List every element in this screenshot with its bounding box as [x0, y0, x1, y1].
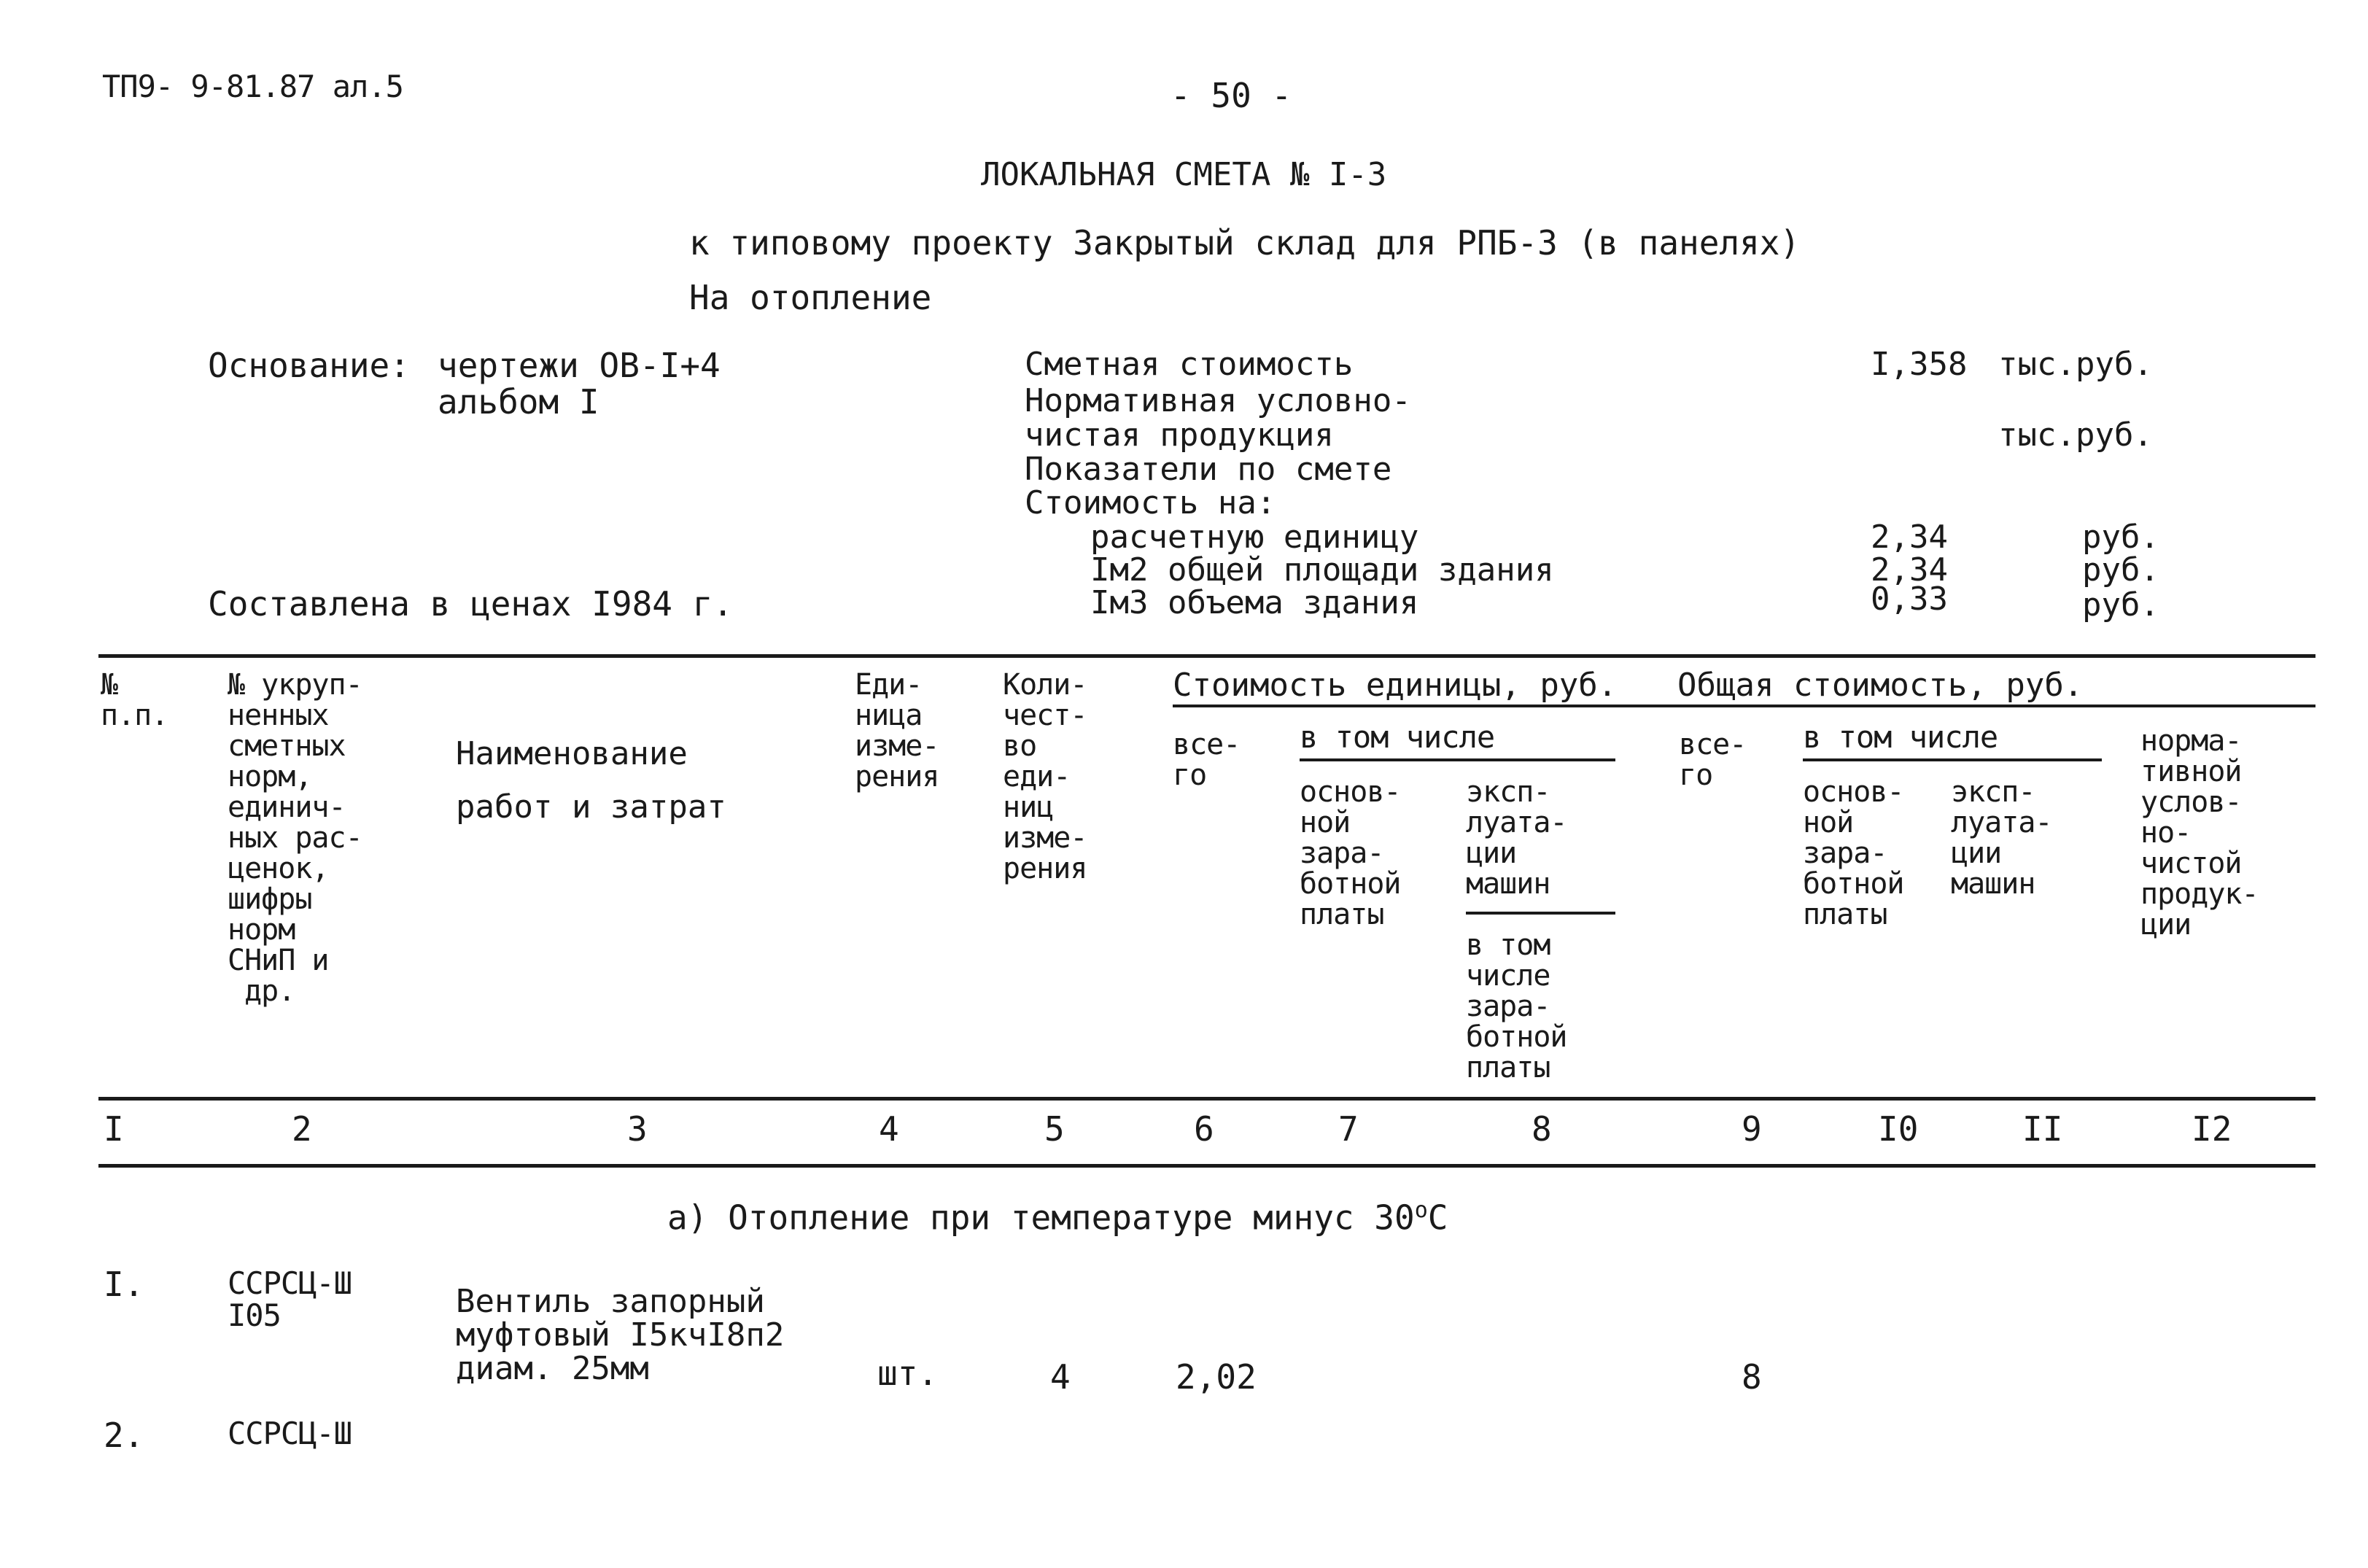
estimate-cost-unit: тыс.руб.	[1998, 346, 2153, 383]
per-m3-value: 0,33	[1871, 581, 1948, 618]
section-a-suffix: C	[1427, 1198, 1448, 1238]
col-number-11: II	[2022, 1109, 2063, 1149]
row-1-unit: шт.	[877, 1354, 939, 1393]
col-number-5: 5	[1044, 1109, 1065, 1149]
col-header-code: № укруп- ненных сметных норм, единич- ных рас- ценок, шифры норм СНиП и др.	[228, 668, 362, 1008]
col-header-num: № п.п.	[101, 668, 168, 732]
section-a-heading	[667, 1198, 1448, 1238]
basis-drawings: чертежи ОВ-I+4	[438, 346, 721, 385]
per-unit-value: 2,34	[1871, 519, 1948, 556]
col-number-3: 3	[627, 1109, 648, 1149]
total-total-header: все- го	[1679, 728, 1747, 792]
header-bottom-rule	[98, 1097, 2315, 1101]
unit-wages-header: основ- ной зара- ботной платы	[1300, 775, 1401, 931]
col-number-6: 6	[1194, 1109, 1214, 1149]
col-header-name-2: работ и затрат	[456, 788, 726, 826]
col-number-9: 9	[1742, 1109, 1762, 1149]
row-1-name: Вентиль запорный муфтовый I5кчI8п2 диам. 25мм	[456, 1283, 785, 1388]
unit-incl-header: в том числе	[1300, 719, 1495, 755]
col-number-4: 4	[879, 1109, 899, 1149]
total-wages-header: основ- ной зара- ботной платы	[1803, 775, 1904, 931]
per-m2-label: Iм2 общей площади здания	[1090, 551, 1554, 589]
normative-label-2: чистая продукция	[1025, 416, 1334, 454]
row-1-unit-total: 2,02	[1176, 1357, 1257, 1397]
unit-total-header: все- го	[1173, 728, 1241, 792]
col-number-2: 2	[292, 1109, 312, 1149]
degree-sign: o	[1414, 1198, 1428, 1223]
estimate-title: ЛОКАЛЬНАЯ СМЕТА № I-3	[981, 156, 1387, 193]
col-header-unit: Еди- ница изме- рения	[855, 668, 939, 793]
total-cost-group-header: Общая стоимость, руб.	[1677, 667, 2084, 704]
col-header-qty: Коли- чест- во еди- ниц изме- рения	[1003, 668, 1087, 885]
row-2-num: 2.	[104, 1416, 144, 1455]
basis-label: Основание:	[208, 346, 410, 385]
per-unit-unit: руб.	[2082, 519, 2159, 556]
estimate-cost-value: I,358	[1871, 346, 1968, 383]
prices-basis: Составлена в ценах I984 г.	[208, 584, 734, 624]
page-number: - 50 -	[1171, 76, 1292, 115]
per-m3-label: Iм3 объема здания	[1090, 584, 1419, 621]
total-incl-rule	[1803, 758, 2102, 761]
document-code: ТП9- 9-81.87 ал.5	[102, 69, 403, 104]
row-1-qty: 4	[1050, 1357, 1071, 1397]
row-1-code: ССРСЦ-Ш I05	[228, 1265, 352, 1334]
col-header-name-1: Наименование	[456, 735, 688, 772]
col-number-7: 7	[1338, 1109, 1359, 1149]
row-2-code: ССРСЦ-Ш	[228, 1416, 352, 1451]
section-title: На отопление	[689, 278, 932, 317]
basis-album: альбом I	[438, 382, 599, 422]
table-top-rule	[98, 654, 2315, 658]
row-1-num: I.	[104, 1265, 144, 1304]
cost-on-label: Стоимость на:	[1025, 484, 1276, 521]
project-title: к типовому проекту Закрытый склад для РПБ-3 (в панелях)	[689, 223, 1801, 263]
normative-unit: тыс.руб.	[1998, 416, 2153, 454]
unit-incl-rule	[1300, 758, 1615, 761]
col-number-12: I2	[2192, 1109, 2232, 1149]
total-incl-header: в том числе	[1803, 719, 1998, 755]
unit-machines-wages-header: в том числе зара- ботной платы	[1466, 928, 1567, 1084]
group-header-rule	[1173, 705, 2315, 707]
unit-machines-header: эксп- луата- ции машин	[1466, 775, 1567, 901]
normative-header: норма- тивной услов- но- чистой продук- ции	[2140, 724, 2259, 942]
col-number-10: I0	[1878, 1109, 1919, 1149]
estimate-cost-label: Сметная стоимость	[1025, 346, 1354, 383]
unit-machines-rule	[1466, 912, 1615, 915]
total-machines-header: эксп- луата- ции машин	[1951, 775, 2052, 901]
column-numbers-rule	[98, 1164, 2315, 1168]
indicators-label: Показатели по смете	[1025, 451, 1392, 488]
per-m2-value: 2,34	[1871, 551, 1948, 589]
unit-cost-group-header: Стоимость единицы, руб.	[1173, 667, 1618, 704]
per-m2-unit: руб.	[2082, 551, 2159, 589]
section-a-text: а) Отопление при температуре минус 30	[667, 1198, 1415, 1238]
col-number-8: 8	[1532, 1109, 1552, 1149]
per-m3-unit: руб.	[2082, 586, 2159, 624]
col-number-1: I	[104, 1109, 124, 1149]
per-unit-label: расчетную единицу	[1090, 519, 1419, 556]
row-1-total: 8	[1742, 1357, 1762, 1397]
normative-label-1: Нормативная условно-	[1025, 382, 1411, 419]
